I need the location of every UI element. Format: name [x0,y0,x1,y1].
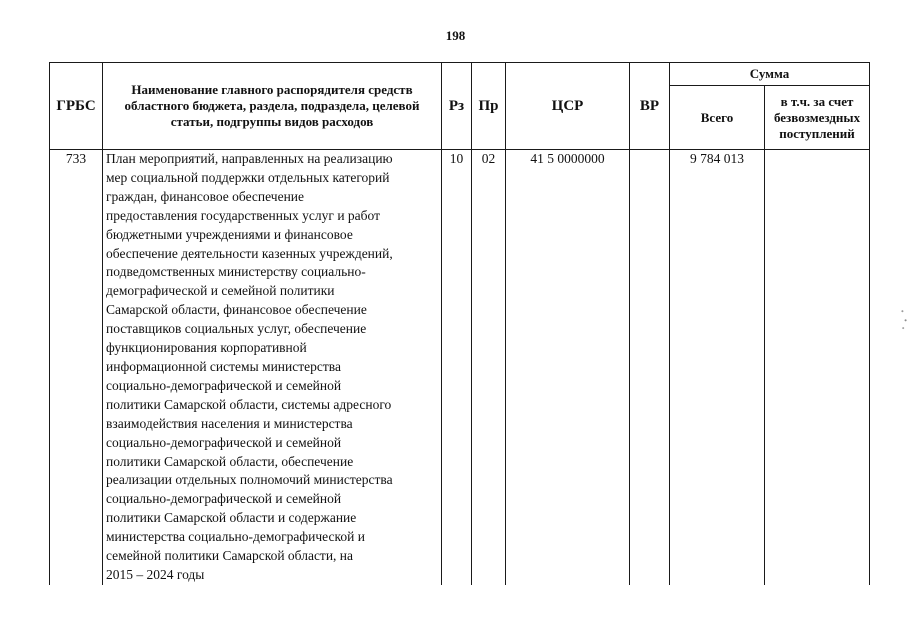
cell-grbs: 733 [50,150,103,585]
description-line: взаимодействия населения и министерства [106,415,353,431]
description-line: мер социальной поддержки отдельных категорий [106,169,390,185]
cell-total: 9 784 013 [670,150,765,585]
description-line: политики Самарской области, обеспечение [106,453,354,469]
cell-rz: 10 [442,150,472,585]
description-line: семейной политики Самарской области, на [106,548,354,564]
cell-name [103,150,442,585]
header-name: Наименование главного распорядителя средств областного бюджета, раздела, подраздела, целевой статьи, подгруппы видов расходов [103,63,442,150]
description-line: социально-демографической и семейной [106,491,342,507]
description-line: функционирования корпоративной [106,340,307,356]
description-line: обеспечение деятельности казенных учреждений, [106,245,393,261]
description-line: граждан, финансовое обеспечение [106,188,305,204]
table-row [50,150,870,585]
cell-csr: 41 5 0000000 [506,150,630,585]
description-line: политики Самарской области, системы адресного [106,396,392,412]
header-gratuitous: в т.ч. за счет безвозмездных поступлений [765,86,870,150]
header-grbs: ГРБС [50,63,103,150]
description-line: поставщиков социальных услуг, обеспечение [106,321,367,337]
description-line: подведомственных министерству социально- [106,264,366,280]
page-number: 198 [445,28,466,43]
header-sum: Сумма [670,63,870,86]
header-vr: ВР [630,63,670,150]
cell-gratuitous [765,150,870,585]
description-line: предоставления государственных услуг и работ [106,207,381,223]
header-rz: Рз [442,63,472,150]
header-total: Всего [670,86,765,150]
budget-table [49,62,870,585]
description-line: бюджетными учреждениями и финансовое [106,226,353,242]
description-line: 2015 – 2024 годы [106,566,205,582]
description-line: реализации отдельных полномочий министерства [106,472,393,488]
description-lines [106,150,438,585]
cell-pr: 02 [472,150,506,585]
cell-vr [630,150,670,585]
scan-artifact [900,306,908,332]
header-csr: ЦСР [506,63,630,150]
description-line: социально-демографической и семейной [106,434,342,450]
description-line: План мероприятий, направленных на реализацию [106,151,393,166]
description-line: политики Самарской области и содержание [106,510,357,526]
header-pr: Пр [472,63,506,150]
description-line: информационной системы министерства [106,358,341,374]
description-line: Самарской области, финансовое обеспечение [106,302,367,318]
description-line: демографической и семейной политики [106,283,335,299]
description-line: социально-демографической и семейной [106,377,342,393]
description-line: министерства социально-демографической и [106,529,365,545]
